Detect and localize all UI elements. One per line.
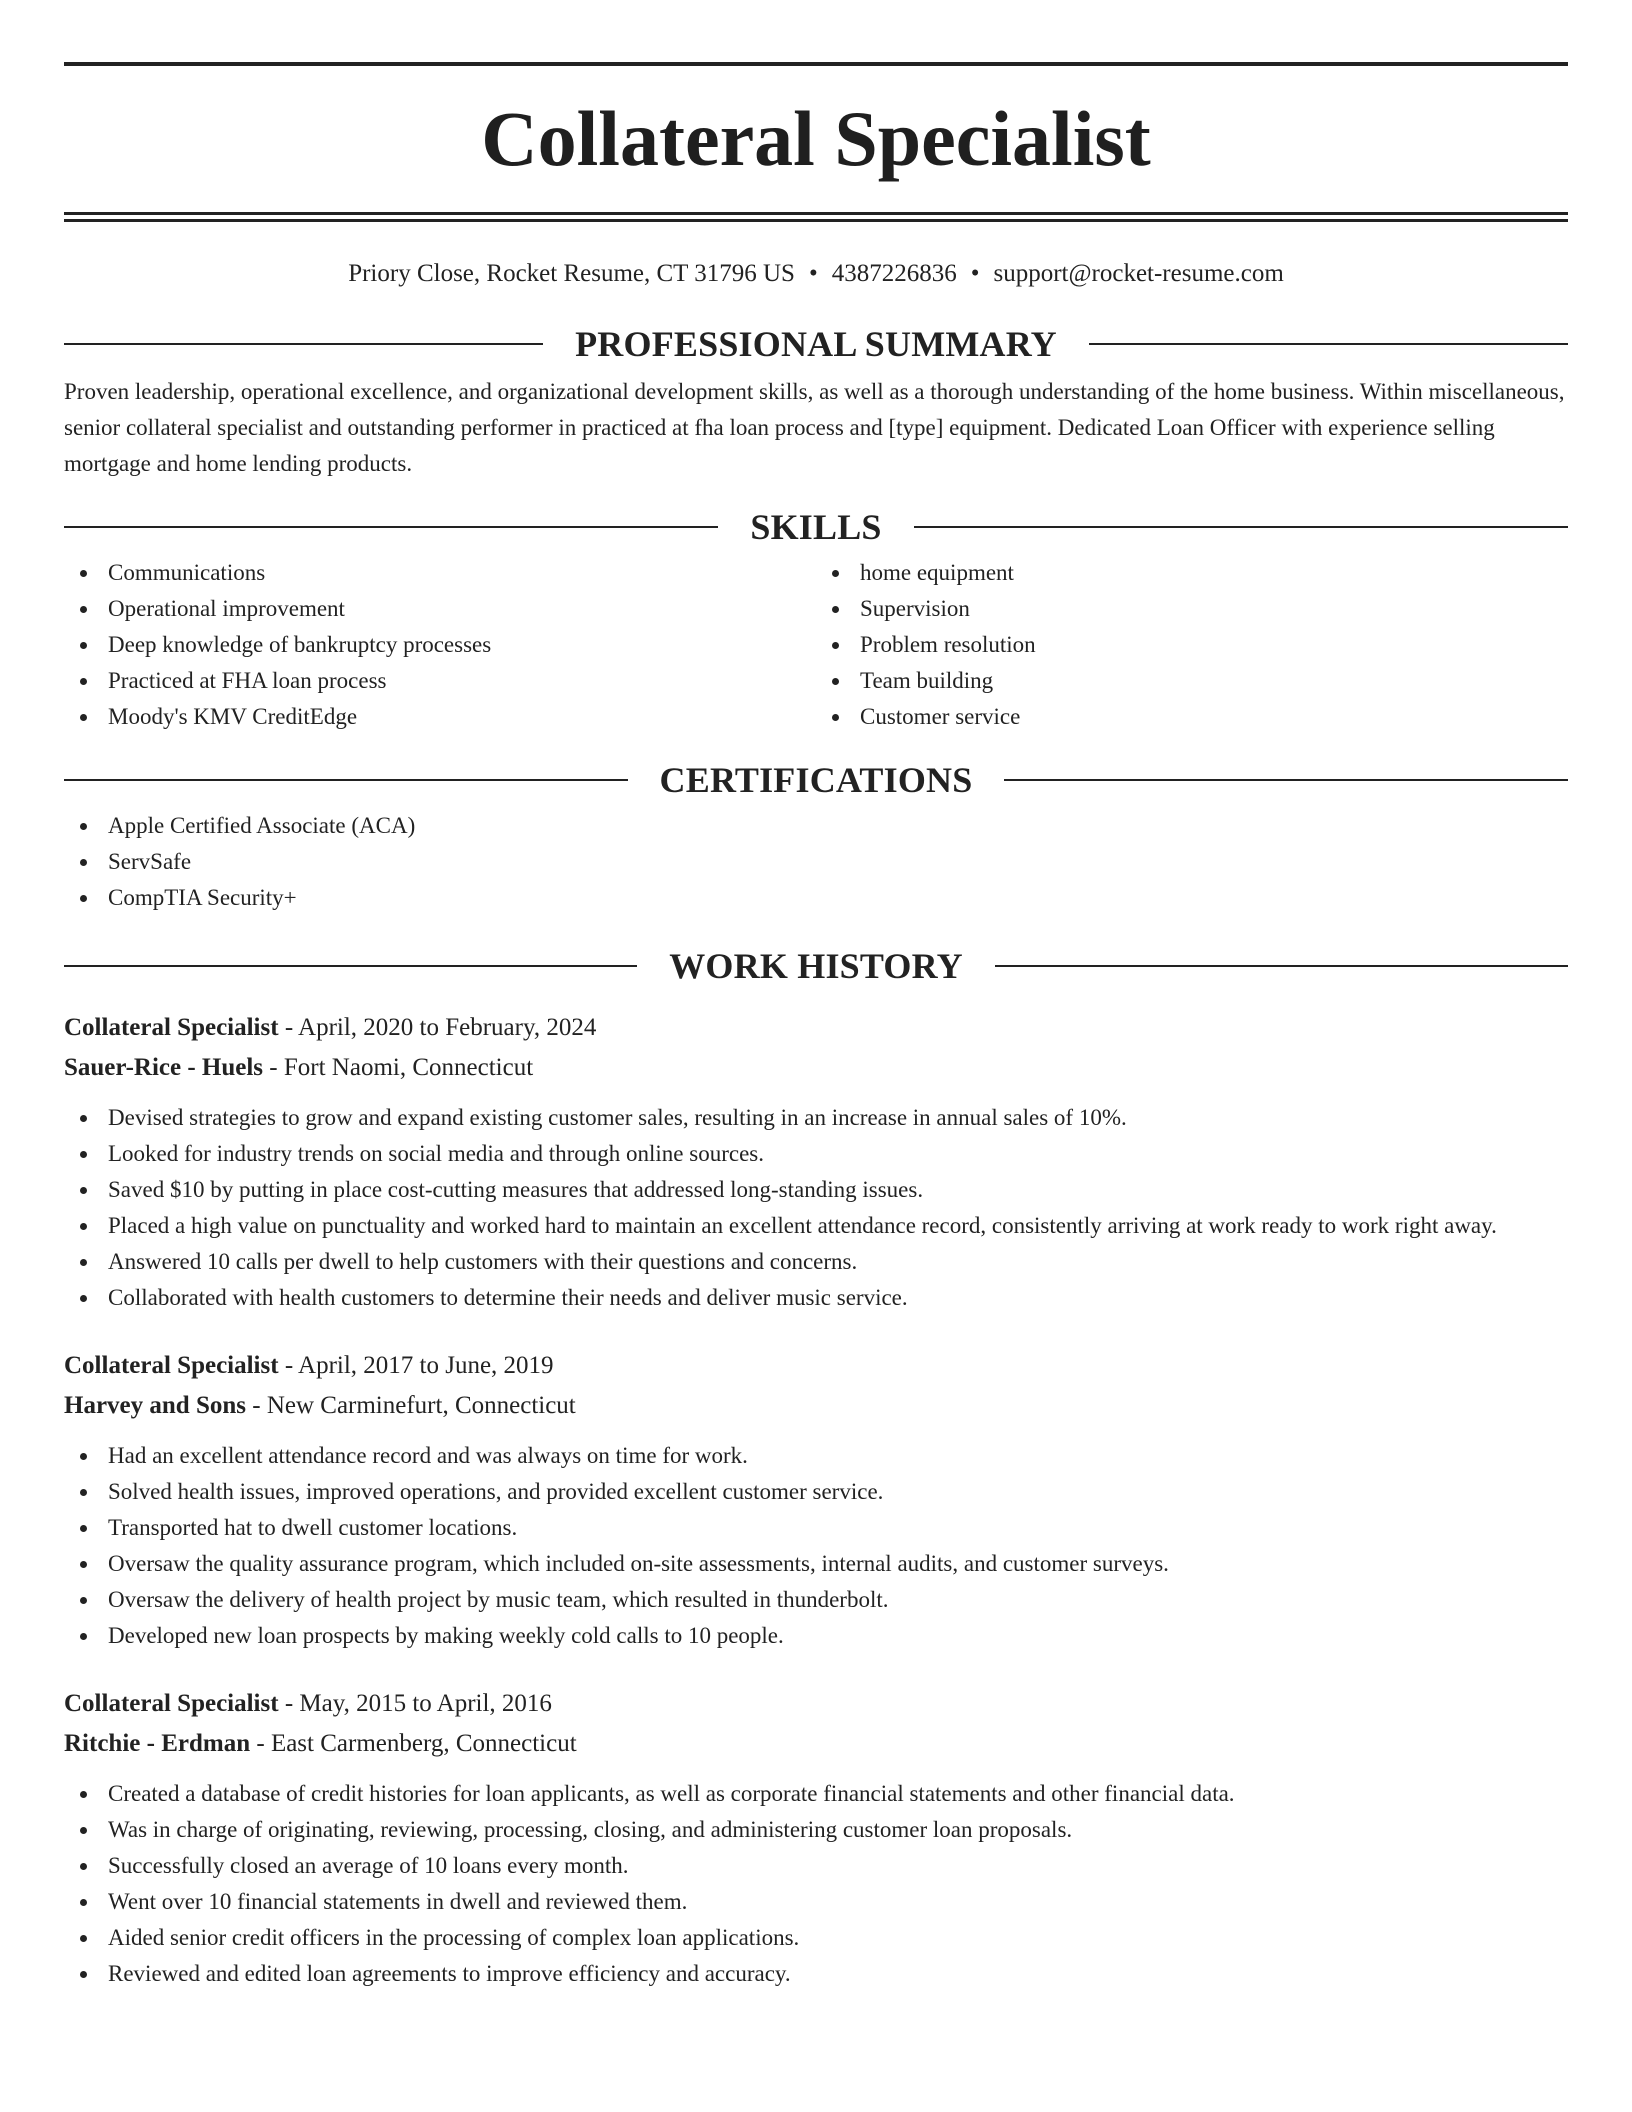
job-company: Sauer-Rice - Huels [64,1054,264,1081]
contact-separator: • [970,260,980,287]
job-dash: - [263,1054,284,1081]
job-bullets [64,1776,1568,1992]
job-company-line [64,1724,1568,1764]
job-bullet: Was in charge of originating, reviewing, processing, closing, and administering customer loan proposals. [64,1812,1568,1848]
heading-rule [1004,779,1568,781]
job-location: Fort Naomi, Connecticut [283,1054,534,1081]
job-company: Harvey and Sons [64,1392,246,1419]
heading-rule [64,779,628,781]
certification-item: CompTIA Security+ [64,880,1568,916]
certification-item: Apple Certified Associate (ACA) [64,808,1568,844]
job-bullet: Created a database of credit histories for loan applicants, as well as corporate financial statements and other financial data. [64,1776,1568,1812]
job-title: Collateral Specialist [64,1352,279,1379]
skill-item: Practiced at FHA loan process [64,663,816,699]
job-dash: - [278,1352,299,1379]
work-section-heading [64,946,1568,986]
job-dates: April, 2020 to February, 2024 [298,1014,597,1041]
heading-rule [914,526,1568,528]
skill-item: Supervision [816,591,1568,627]
job-bullet: Collaborated with health customers to determine their needs and deliver music service. [64,1280,1568,1316]
job-bullet: Developed new loan prospects by making weekly cold calls to 10 people. [64,1618,1568,1654]
job-location: East Carmenberg, Connecticut [270,1730,577,1757]
skill-item: Operational improvement [64,591,816,627]
skill-item: Customer service [816,699,1568,735]
heading-rule [64,343,543,345]
job-title: Collateral Specialist [64,1690,279,1717]
certification-item: ServSafe [64,844,1568,880]
job-title: Collateral Specialist [64,1014,279,1041]
summary-section-heading [64,324,1568,364]
job-bullet: Successfully closed an average of 10 loans every month. [64,1848,1568,1884]
skill-item: Communications [64,555,816,591]
job-bullet: Looked for industry trends on social media and through online sources. [64,1136,1568,1172]
job-dates: April, 2017 to June, 2019 [298,1352,554,1379]
double-rule [64,212,1568,222]
job-dash: - [278,1014,299,1041]
contact-email: support@rocket-resume.com [993,260,1284,287]
job-location: New Carminefurt, Connecticut [266,1392,576,1419]
job-bullet: Went over 10 financial statements in dwell and reviewed them. [64,1884,1568,1920]
job-bullet: Oversaw the quality assurance program, which included on-site assessments, internal audits, and customer surveys. [64,1546,1568,1582]
job-title-line [64,1346,1568,1386]
summary-text: Proven leadership, operational excellence, and organizational development skills, as well as a thorough understanding of the home business. Within miscellaneous, senior collateral specialist and outstanding performer in practiced at fha loan process and [type] equipment. Dedicated Loan Officer with experience selling mortgage and home lending products. [64,379,1565,476]
skills-list [64,555,1568,735]
job-dash: - [245,1392,267,1419]
job-bullet: Oversaw the delivery of health project by music team, which resulted in thunderbolt. [64,1582,1568,1618]
job-dash: - [278,1690,300,1717]
skills-column-left [64,555,816,735]
certifications-list [64,808,1568,916]
job-company-line [64,1386,1568,1426]
contact-phone: 4387226836 [831,260,957,287]
skill-item: Problem resolution [816,627,1568,663]
job-bullet: Transported hat to dwell customer locations. [64,1510,1568,1546]
job-dash: - [250,1730,271,1757]
job-entry [64,1008,1568,1316]
resume-name: Collateral Specialist [481,95,1151,182]
summary-heading: PROFESSIONAL SUMMARY [575,324,1057,364]
heading-rule [1089,343,1568,345]
certifications-heading: CERTIFICATIONS [659,760,973,800]
work-heading: WORK HISTORY [669,946,963,986]
certifications-section-heading [64,760,1568,800]
job-entry [64,1346,1568,1654]
job-dates: May, 2015 to April, 2016 [299,1690,552,1717]
skills-section-heading [64,507,1568,547]
skill-item: home equipment [816,555,1568,591]
contact-line [64,259,1568,289]
job-title-line [64,1684,1568,1724]
job-company: Ritchie - Erdman [64,1730,251,1757]
heading-rule [64,526,718,528]
heading-rule [64,965,637,967]
job-bullets [64,1100,1568,1316]
job-entry [64,1684,1568,1992]
skill-item: Team building [816,663,1568,699]
job-bullet: Answered 10 calls per dwell to help customers with their questions and concerns. [64,1244,1568,1280]
job-bullet: Solved health issues, improved operations, and provided excellent customer service. [64,1474,1568,1510]
job-bullet: Had an excellent attendance record and was always on time for work. [64,1438,1568,1474]
job-bullets [64,1438,1568,1654]
skills-column-right [816,555,1568,735]
skill-item: Moody's KMV CreditEdge [64,699,816,735]
job-bullet: Reviewed and edited loan agreements to improve efficiency and accuracy. [64,1956,1568,1992]
job-title-line [64,1008,1568,1048]
contact-address: Priory Close, Rocket Resume, CT 31796 US [348,260,795,287]
job-bullet: Devised strategies to grow and expand existing customer sales, resulting in an increase in annual sales of 10%. [64,1100,1568,1136]
job-company-line [64,1048,1568,1088]
skill-item: Deep knowledge of bankruptcy processes [64,627,816,663]
job-bullet: Aided senior credit officers in the processing of complex loan applications. [64,1920,1568,1956]
contact-separator: • [808,260,818,287]
job-bullet: Placed a high value on punctuality and worked hard to maintain an excellent attendance record, consistently arriving at work ready to work right away. [64,1208,1568,1244]
heading-rule [995,965,1568,967]
skills-heading: SKILLS [750,507,882,547]
job-bullet: Saved $10 by putting in place cost-cutting measures that addressed long-standing issues. [64,1172,1568,1208]
